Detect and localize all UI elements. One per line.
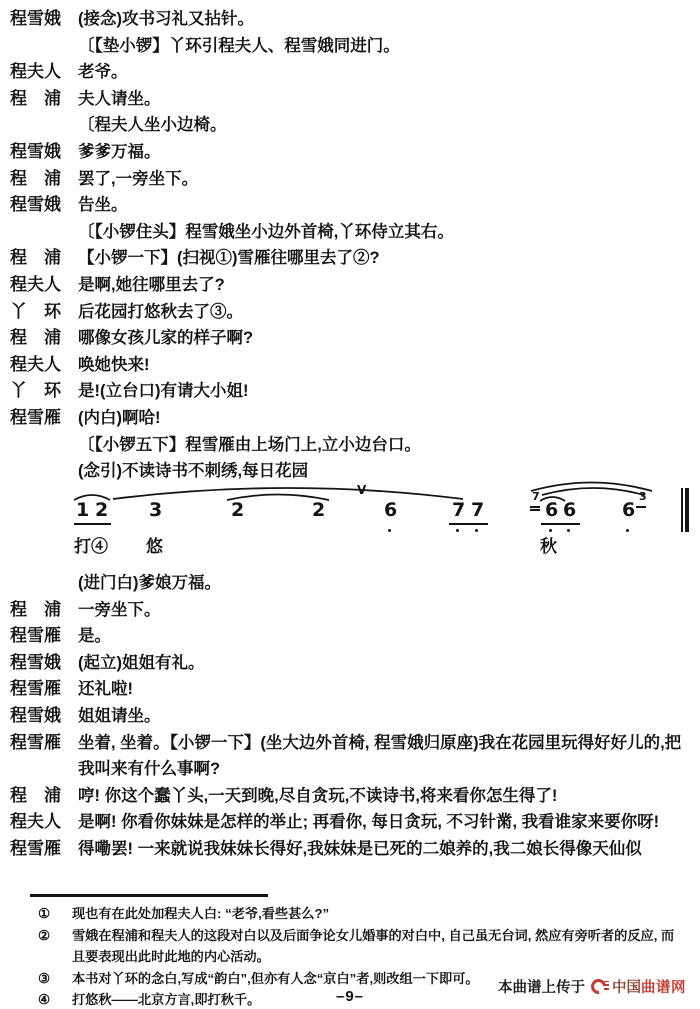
script-line: [0, 139, 700, 166]
script-line: [0, 597, 700, 624]
stage-direction-text: (念引)不读诗书不刺绣,每日花园: [78, 462, 309, 481]
slur: [542, 488, 644, 495]
script-line: [0, 783, 700, 810]
quku-logo-icon: [591, 978, 609, 996]
speaker-label: 程夫人: [10, 62, 61, 82]
speaker-label: 程 浦: [10, 88, 61, 108]
watermark-site-name-bold: 中国: [612, 980, 641, 996]
script-line: [0, 352, 700, 379]
speaker-label: 程 浦: [10, 168, 61, 188]
speaker-label: 丫 环: [10, 381, 61, 401]
speaker-label: 程夫人: [10, 812, 61, 832]
script-line: [0, 245, 700, 272]
script-line: [0, 219, 700, 246]
footnote-text: 现也有在此处加程夫人白: “老爷,看些甚么?”: [72, 906, 330, 921]
script-line: [0, 59, 700, 86]
script-line: [0, 33, 700, 60]
script-line: [0, 272, 700, 299]
footnote-marker: ①: [38, 906, 51, 921]
jianpu-note: 6: [384, 499, 398, 521]
octave-dot: [456, 529, 459, 532]
script-line: [0, 809, 700, 836]
script-line: [0, 405, 700, 432]
jianpu-note: 7: [452, 499, 466, 521]
speaker-label: 程雪雁: [10, 732, 61, 752]
script-section-top: [0, 6, 700, 485]
jianpu-note: 6: [563, 499, 577, 521]
script-line: [0, 378, 700, 405]
end-barline-thick: [685, 488, 689, 532]
stage-direction-text: 〔【小锣住头】程雪娥坐小边外首椅,丫环侍立其右。: [78, 222, 454, 241]
grace-note: 3: [639, 490, 647, 503]
jianpu-note: 6: [622, 499, 636, 521]
dialogue-text: (起立)姐姐有礼。: [78, 653, 205, 672]
script-line: [0, 730, 700, 783]
lyric-syllable: 打④: [74, 537, 108, 556]
script-line: [0, 112, 700, 139]
script-line: [0, 703, 700, 730]
footnote-marker: ②: [38, 927, 51, 943]
script-line: [0, 166, 700, 193]
speaker-label: 程雪娥: [10, 652, 61, 672]
speaker-label: 丫 环: [10, 301, 61, 321]
watermark-site-name-light: 曲谱网: [641, 980, 686, 996]
grace-underline: [636, 506, 646, 508]
dialogue-text: 夫人请坐。: [78, 89, 161, 108]
footnote-marker: ④: [38, 992, 51, 1007]
footnote-text: 打悠秋——北京方言,即打秋千。: [72, 992, 261, 1007]
slur: [113, 488, 463, 499]
watermark: [498, 976, 686, 997]
dialogue-text: 告坐。: [78, 196, 128, 215]
music-notation-line: [0, 478, 700, 570]
speaker-label: 程夫人: [10, 274, 61, 294]
footnote-line: [0, 925, 700, 968]
dialogue-text: 是啊,她往哪里去了?: [78, 275, 225, 294]
grace-underline: [530, 509, 540, 511]
footnote-separator: [30, 894, 268, 897]
dialogue-text: 坐着, 坐着。【小锣一下】(坐大边外首椅, 程雪娥归原座)我在花园里玩得好好儿的,把我叫来有什么事啊?: [78, 733, 682, 779]
octave-dot: [567, 529, 570, 532]
speaker-label: 程雪娥: [10, 195, 61, 215]
speaker-label: 程雪娥: [10, 705, 61, 725]
slur: [531, 483, 652, 492]
beam-underline: [74, 523, 111, 525]
footnote-text: 雪娥在程浦和程夫人的这段对白以及后面争论女儿婚事的对白中, 自己虽无台词, 然应有旁听者的反应, 而且要表现出此时此地的内心活动。: [72, 927, 675, 964]
stage-direction-text: 〔【垫小锣】丫环引程夫人、程雪娥同进门。: [78, 36, 400, 55]
octave-dot: [388, 529, 391, 532]
lyric-syllable: 悠: [146, 537, 163, 556]
speaker-label: 程雪雁: [10, 838, 61, 858]
speaker-label: 程 浦: [10, 785, 61, 805]
script-line: [0, 650, 700, 677]
dialogue-text: 是啊! 你看你妹妹是怎样的举止; 再看你, 每日贪玩, 不习针黹, 我看谁家来要你呀!: [78, 813, 660, 832]
dialogue-text: 唤她快来!: [78, 355, 150, 374]
script-line: [0, 86, 700, 113]
speaker-label: 程夫人: [10, 354, 61, 374]
dialogue-text: 姐姐请坐。: [78, 706, 161, 725]
speaker-label: 程 浦: [10, 248, 61, 268]
dialogue-text: 哼! 你这个蠢丫头,一天到晚,尽自贪玩,不读诗书,将来看你怎生得了!: [78, 786, 558, 805]
script-line: [0, 836, 700, 863]
jianpu-note: 3: [149, 499, 163, 521]
dialogue-text: (接念)攻书习礼又拈针。: [78, 10, 254, 28]
script-line: [0, 325, 700, 352]
dialogue-text: 得嘞罢! 一来就说我妹妹长得好,我妹妹是已死的二娘养的,我二娘长得像天仙似: [78, 839, 642, 858]
speaker-label: 程雪雁: [10, 679, 61, 699]
script-line: [0, 623, 700, 650]
script-line: [0, 432, 700, 459]
speaker-label: 程 浦: [10, 328, 61, 348]
footnote-marker: ③: [38, 970, 51, 986]
jianpu-note: 6: [545, 499, 559, 521]
jianpu-note: 2: [312, 499, 326, 521]
footnote-text: 本书对丫环的念白,写成“韵白”,但亦有人念“京白”者,则改组一下即可。: [72, 970, 479, 986]
speaker-label: 程雪雁: [10, 407, 61, 427]
dialogue-text: 罢了,一旁坐下。: [78, 169, 199, 188]
lyric-syllable: 秋: [540, 537, 557, 556]
dialogue-text: (内白)啊哈!: [78, 408, 161, 427]
beam-underline: [541, 523, 580, 525]
script-line: [0, 6, 700, 33]
speaker-label: 程 浦: [10, 599, 61, 619]
grace-underline: [530, 506, 540, 508]
dialogue-text: 爹爹万福。: [78, 142, 161, 161]
dialogue-text: 还礼啦!: [78, 680, 133, 699]
dialogue-text: 后花园打悠秋去了③。: [78, 302, 243, 321]
script-line: [0, 676, 700, 703]
script-line: [0, 192, 700, 219]
beam-underline: [449, 523, 488, 525]
jianpu-note: 2: [231, 499, 245, 521]
grace-note: 7: [532, 490, 540, 503]
watermark-prefix: 本曲谱上传于: [498, 980, 585, 996]
jianpu-note: 7: [471, 499, 485, 521]
stage-direction-text: 〔【小锣五下】程雪雁由上场门上,立小边台口。: [78, 435, 421, 454]
jianpu-note: 2: [95, 499, 109, 521]
speaker-label: 程雪娥: [10, 141, 61, 161]
dialogue-text: 是。: [78, 627, 111, 646]
breath-mark: V: [357, 483, 367, 497]
script-line: [0, 570, 700, 597]
footnote-line: [0, 903, 700, 925]
page-number: –9–: [335, 988, 365, 1005]
dialogue-text: 【小锣一下】(扫视①)雪雁往哪里去了②?: [78, 249, 380, 268]
octave-dot: [626, 529, 629, 532]
speaker-label: 程雪雁: [10, 626, 61, 646]
dialogue-text: 哪像女孩儿家的样子啊?: [78, 329, 254, 348]
dialogue-text: 一旁坐下。: [78, 600, 161, 619]
script-section-bottom: [0, 570, 700, 863]
stage-direction-text: (进门白)爹娘万福。: [78, 574, 221, 592]
jianpu-note: 1: [76, 499, 90, 521]
end-barline-thin: [681, 488, 683, 532]
dialogue-text: 老爷。: [78, 63, 128, 82]
script-line: [0, 299, 700, 326]
speaker-label: 程雪娥: [10, 9, 61, 28]
dialogue-text: 是!(立台口)有请大小姐!: [78, 382, 249, 401]
octave-dot: [475, 529, 478, 532]
stage-direction-text: 〔程夫人坐小边椅。: [78, 116, 227, 135]
